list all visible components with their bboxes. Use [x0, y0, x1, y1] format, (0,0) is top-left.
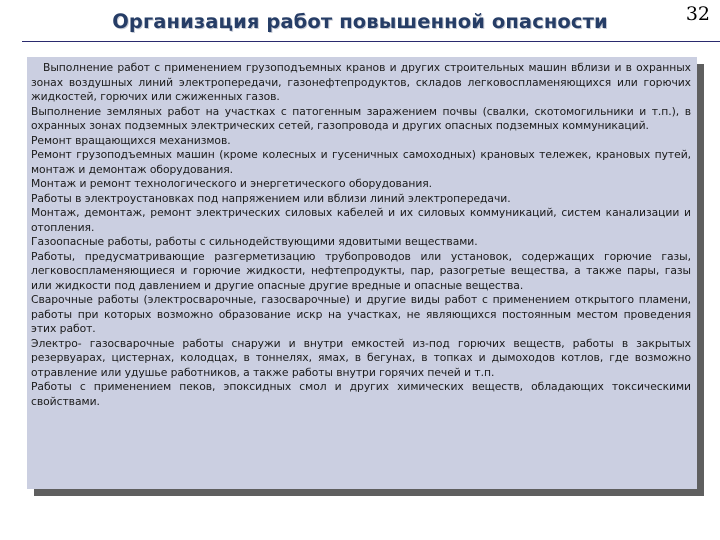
paragraph-welding: Сварочные работы (электросварочные, газосварочные) и другие виды работ с применением открытого пламени, работы при которых возможно образование искр на участках, не являющихся постоянным местом проведения этих работ. [31, 293, 691, 335]
paragraph-tank-welding: Электро- газосварочные работы снаружи и внутри емкостей из-под горючих веществ, работы в закрытых резервуарах, цистернах, колодцах, в тоннелях, ямах, в бегунах, в топках и дымоходов котлов, где возможно отравление или удушье работников, а также работы внутри горячих печей и т.п. [31, 336, 691, 379]
text-content [31, 61, 691, 409]
paragraph-earthworks: Выполнение земляных работ на участках с патогенным заражением почвы (свалки, скотомогильники и т.п.), в охранных зонах подземных электрических сетей, газопровода и других опасных подземных коммуникаций. [31, 104, 691, 132]
title-divider [22, 41, 720, 42]
page-number: 32 [685, 3, 710, 25]
paragraph-electrical-installations: Работы в электроустановках под напряжением или вблизи линий электропередачи. [31, 191, 511, 205]
paragraph-lifting-machines: Ремонт грузоподъемных машин (кроме колесных и гусеничных самоходных) крановых тележек, крановых путей, монтаж и демонтаж оборудования. [31, 148, 691, 176]
paragraph-equipment-installation: Монтаж и ремонт технологического и энергетического оборудования. [31, 177, 433, 190]
paragraph-cables: Монтаж, демонтаж, ремонт электрических силовых кабелей и их силовых коммуникаций, систем канализации и отопления. [31, 206, 691, 234]
paragraph-chemicals: Работы с применением пеков, эпоксидных смол и других химических веществ, обладающих токсическими свойствами. [31, 380, 691, 408]
paragraph-rotating-mechanisms: Ремонт вращающихся механизмов. [31, 133, 231, 147]
paragraph-depressurization: Работы, предусматривающие разгерметизацию трубопроводов или установок, содержащих горючие газы, легковоспламеняющиеся и горючие жидкости, нефтепродукты, пар, разогретые вещества, а также пары, газы или жидкости под давлением и другие опасные другие вредные и опасные вещества. [31, 249, 691, 292]
paragraph-gas-hazardous: Газоопасные работы, работы с сильнодействующими ядовитыми веществами. [31, 235, 478, 248]
slide-title: Организация работ повышенной опасности [112, 10, 608, 33]
paragraph-cranes: Выполнение работ с применением грузоподъемных кранов и других строительных машин вблизи и в охранных зонах воздушных линий электропередачи, газонефтепродуктов, складов легковоспламеняющихся или горючих жидкостей, горючих или сжиженных газов. [31, 61, 691, 103]
